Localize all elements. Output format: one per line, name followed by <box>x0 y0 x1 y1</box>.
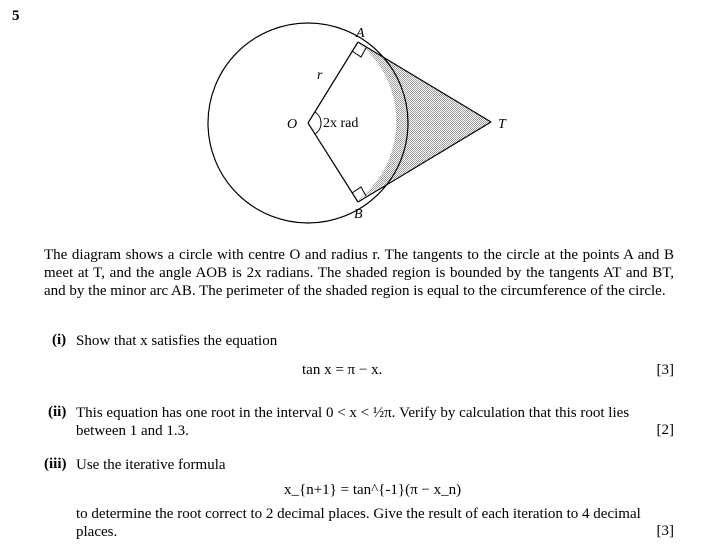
label-angle: 2x rad <box>323 116 359 131</box>
question-number: 5 <box>12 8 20 24</box>
label-B: B <box>354 207 363 222</box>
part-iii-text: Use the iterative formula <box>76 457 226 473</box>
angle-arc <box>315 112 321 134</box>
part-i-marks: [3] <box>656 362 674 378</box>
shaded-region <box>357 42 491 201</box>
circle-tangent-diagram <box>0 0 702 240</box>
label-O: O <box>287 117 298 132</box>
part-iii-text-after-line2: places. <box>76 524 118 540</box>
part-iii-number: (iii) <box>44 456 67 472</box>
part-iii-text-after-line1: to determine the root correct to 2 decimal places. Give the result of each iteration to 4 decimal <box>76 506 641 522</box>
part-ii-marks: [2] <box>656 422 674 438</box>
part-iii-marks: [3] <box>656 523 674 539</box>
intro-paragraph: The diagram shows a circle with centre O and radius r. The tangents to the circle at the points A and B meet at T, and the angle AOB is 2x radians. The shaded region is bounded by the tangents AT and BT, and by the minor arc AB. The perimeter of the shaded region is equal to the circumference of the circle. <box>44 247 674 299</box>
part-ii-text-line2: between 1 and 1.3. <box>76 423 189 439</box>
part-i-number: (i) <box>52 332 67 348</box>
part-i-text: Show that x satisfies the equation <box>76 333 278 349</box>
label-T: T <box>498 117 506 132</box>
label-r: r <box>317 68 323 83</box>
right-angle-B <box>352 187 366 196</box>
part-ii-number: (ii) <box>48 404 67 420</box>
radius-OB <box>308 123 358 202</box>
part-i-equation: tan x = π − x. <box>302 362 383 378</box>
part-iii-equation: x_{n+1} = tan^{-1}(π − x_n) <box>284 482 462 498</box>
radius-OA <box>308 42 358 123</box>
part-ii-text-line1: This equation has one root in the interval 0 < x < ½π. Verify by calculation that this root lies <box>76 405 630 421</box>
label-A: A <box>356 26 365 41</box>
